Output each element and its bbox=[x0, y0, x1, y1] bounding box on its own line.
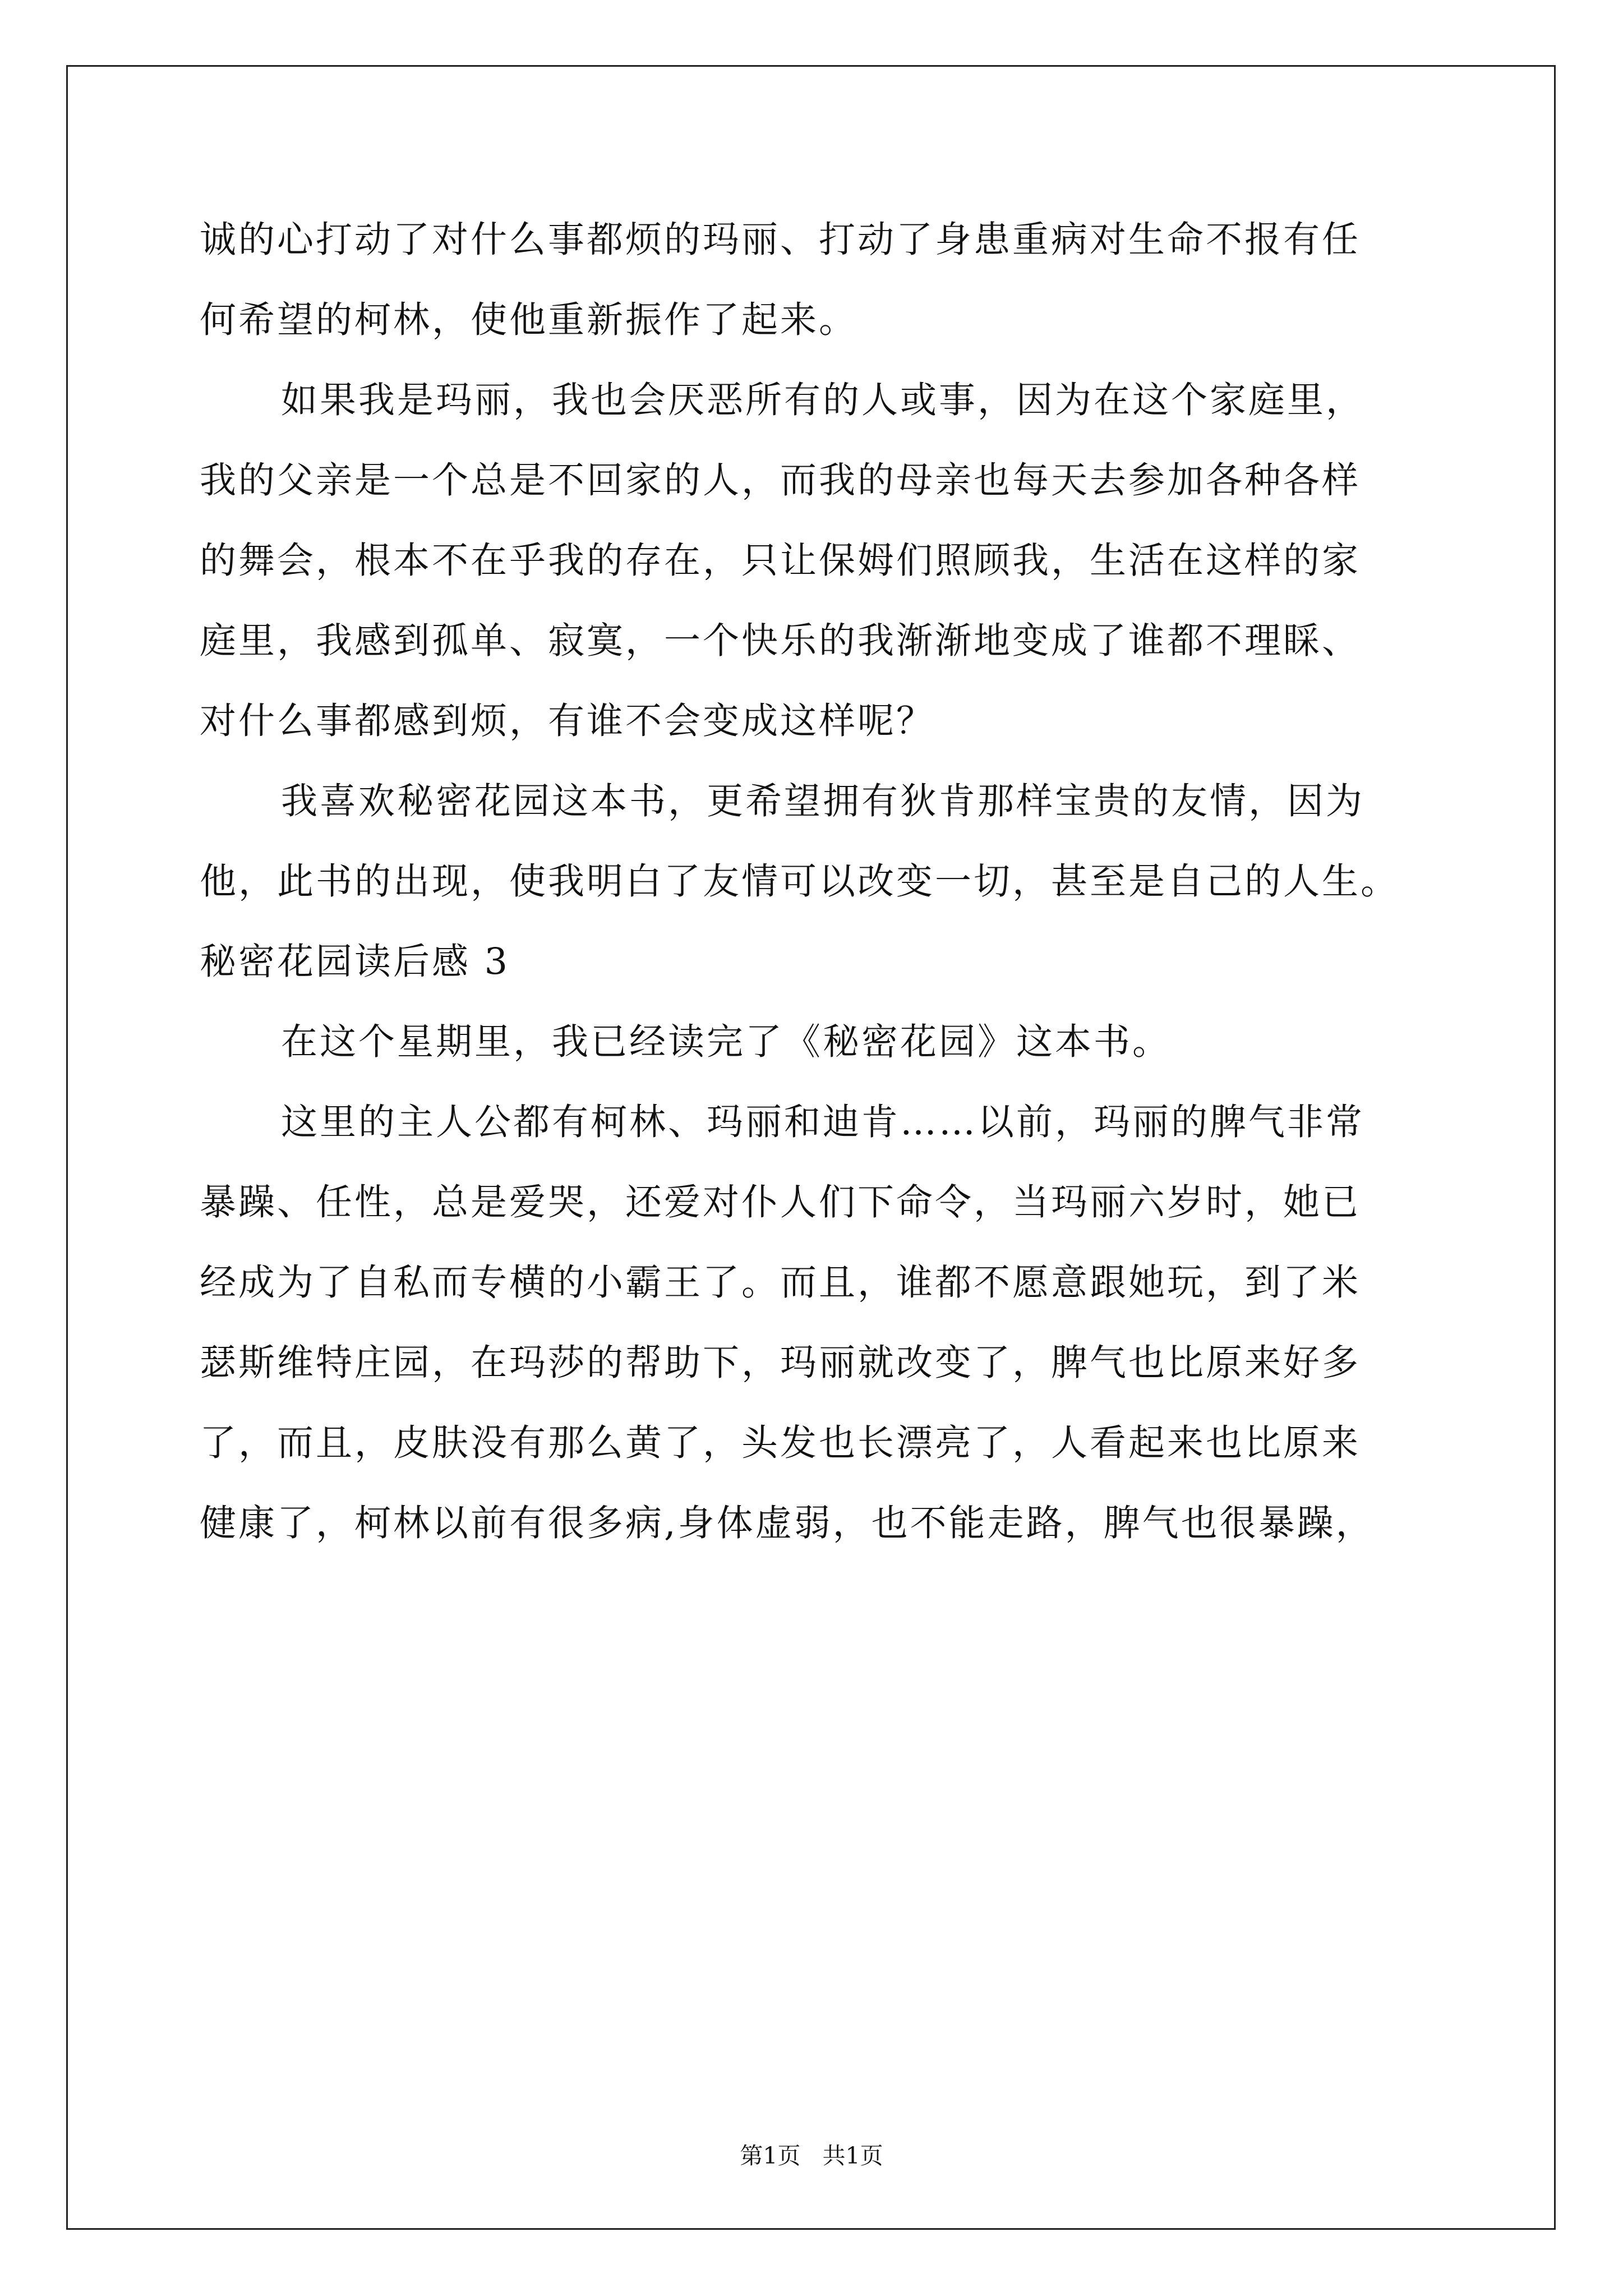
section-heading: 秘密花园读后感 3 bbox=[200, 941, 510, 983]
paragraph-start-line: 这里的主人公都有柯林、玛丽和迪肯……以前，玛丽的脾气非常 bbox=[281, 1101, 1365, 1143]
text-line: 诚的心打动了对什么事都烦的玛丽、打动了身患重病对生命不报有任 bbox=[200, 219, 1361, 261]
text-line: 暴躁、任性，总是爱哭，还爱对仆人们下命令，当玛丽六岁时，她已 bbox=[200, 1181, 1361, 1223]
text-line: 对什么事都感到烦，有谁不会变成这样呢？ bbox=[200, 700, 935, 742]
page-footer: 第1页 共1页 bbox=[740, 2142, 883, 2169]
text-line: 何希望的柯林，使他重新振作了起来。 bbox=[200, 299, 858, 341]
text-line: 的舞会，根本不在乎我的存在，只让保姆们照顾我，生活在这样的家 bbox=[200, 540, 1361, 582]
text-line: 瑟斯维特庄园，在玛莎的帮助下，玛丽就改变了，脾气也比原来好多 bbox=[200, 1342, 1361, 1384]
paragraph-start-line: 我喜欢秘密花园这本书，更希望拥有狄肯那样宝贵的友情，因为 bbox=[281, 780, 1365, 822]
paragraph-start-line: 在这个星期里，我已经读完了《秘密花园》这本书。 bbox=[281, 1021, 1172, 1063]
text-line: 了，而且，皮肤没有那么黄了，头发也长漂亮了，人看起来也比原来 bbox=[200, 1422, 1361, 1464]
text-line: 庭里，我感到孤单、寂寞，一个快乐的我渐渐地变成了谁都不理睬、 bbox=[200, 620, 1361, 662]
text-line: 健康了，柯林以前有很多病,身体虚弱，也不能走路，脾气也很暴躁， bbox=[200, 1502, 1375, 1544]
text-line: 我的父亲是一个总是不回家的人，而我的母亲也每天去参加各种各样 bbox=[200, 459, 1361, 501]
text-line: 他，此书的出现，使我明白了友情可以改变一切，甚至是自己的人生。 bbox=[200, 861, 1400, 903]
paragraph-start-line: 如果我是玛丽，我也会厌恶所有的人或事，因为在这个家庭里， bbox=[281, 379, 1365, 421]
text-line: 经成为了自私而专横的小霸王了。而且，谁都不愿意跟她玩，到了米 bbox=[200, 1262, 1361, 1304]
